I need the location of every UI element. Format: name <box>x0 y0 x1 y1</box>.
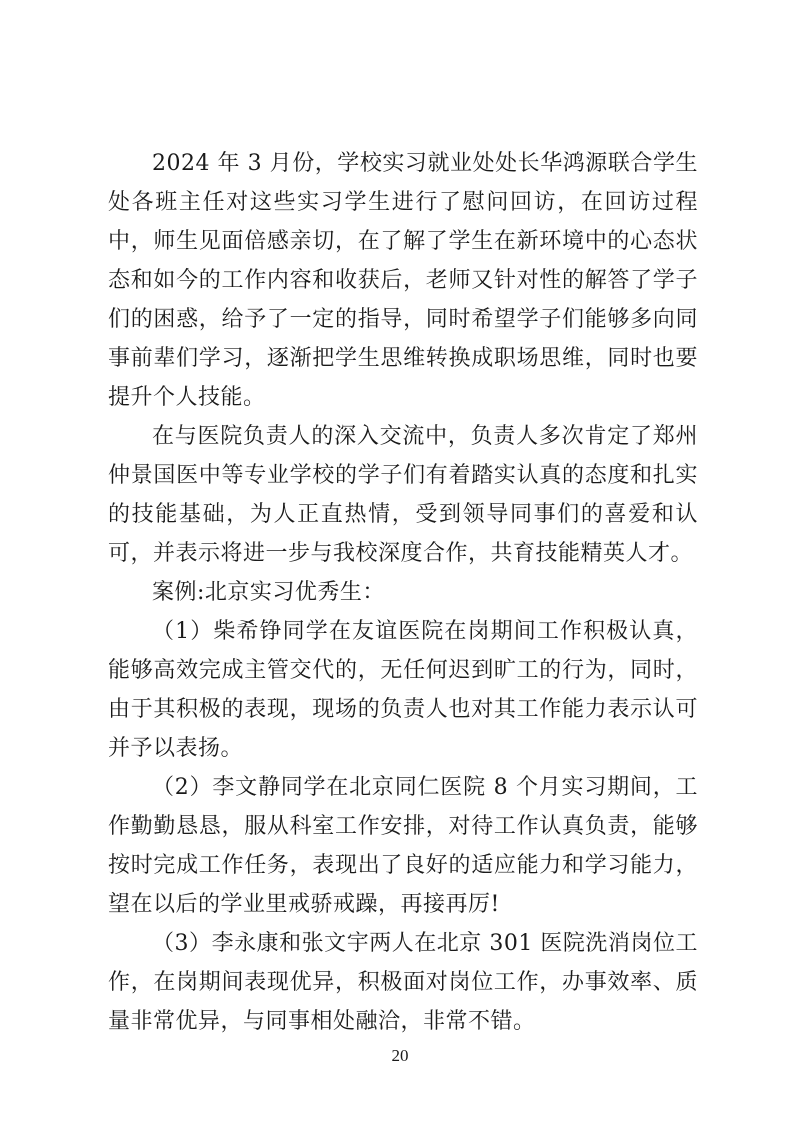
page-number: 20 <box>391 1046 409 1065</box>
paragraph-visit-intro: 2024 年 3 月份，学校实习就业处处长华鸿源联合学生处各班主任对这些实习学生进行了慰问回访，在回访过程中，师生见面倍感亲切，在了解了学生在新环境中的心态状态和如今的工作内容和收获后，老师又针对性的解答了学子们的困惑，给予了一定的指导，同时希望学子们能够多向同事前辈们学习，逐渐把学生思维转换成职场思维，同时也要提升个人技能。 <box>108 151 698 410</box>
paragraph-case-1: （1）柴希铮同学在友谊医院在岗期间工作积极认真，能够高效完成主管交代的，无任何迟到旷工的行为，同时，由于其积极的表现，现场的负责人也对其工作能力表示认可并予以表扬。 <box>108 619 698 761</box>
body-text <box>108 144 698 1041</box>
paragraph-hospital-feedback: 在与医院负责人的深入交流中，负责人多次肯定了郑州仲景国医中等专业学校的学子们有着踏实认真的态度和扎实的技能基础，为人正直热情，受到领导同事们的喜爱和认可，并表示将进一步与我校深度合作，共育技能精英人才。 <box>108 424 698 566</box>
paragraph-case-heading: 案例:北京实习优秀生： <box>152 580 385 605</box>
paragraph-case-3: （3）李永康和张文宇两人在北京 301 医院洗消岗位工作，在岗期间表现优异，积极面对岗位工作，办事效率、质量非常优异，与同事相处融洽，非常不错。 <box>108 931 698 1034</box>
paragraph-case-2: （2）李文静同学在北京同仁医院 8 个月实习期间，工作勤勤恳恳，服从科室工作安排，对待工作认真负责，能够按时完成工作任务，表现出了良好的适应能力和学习能力，望在以后的学业里戒骄戒躁，再接再厉! <box>108 775 698 917</box>
